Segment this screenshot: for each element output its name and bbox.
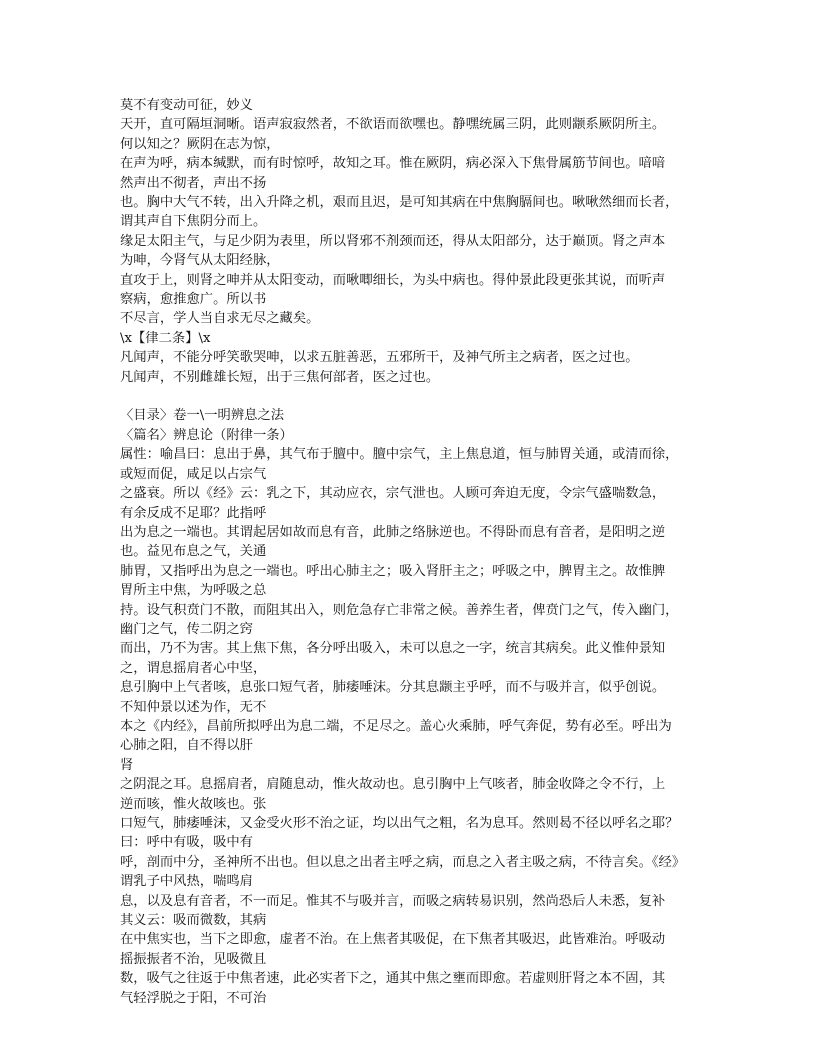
text-line: 息，以及息有音者，不一而足。惟其不与吸并言，而吸之病转易识别，然尚恐后人未悉，复补 bbox=[120, 893, 666, 909]
text-line: 胃所主中焦，为呼吸之总 bbox=[120, 583, 267, 599]
text-line: 心肺之阳，自不得以肝 bbox=[120, 738, 253, 754]
blank-line bbox=[120, 387, 702, 406]
text-line: 息引胸中上气者咳，息张口短气者，肺痿唾沫。分其息颛主乎呼，而不与吸并言，似乎创说。 bbox=[120, 680, 666, 696]
text-line: 莫不有变动可征，妙义 bbox=[120, 98, 253, 113]
text-line: 肾 bbox=[120, 757, 134, 773]
text-line: 肺胃，又指呼出为息之一端也。呼出心肺主之；吸入肾肝主之；呼吸之中，脾胃主之。故惟脾 bbox=[120, 563, 666, 579]
text-line: 而出，乃不为害。其上焦下焦，各分呼出吸入，未可以息之一字，统言其病矣。此义惟仲景知 bbox=[120, 641, 666, 657]
text-line: 本之《内经》，昌前所拟呼出为息二端，不足尽之。盖心火乘肺，呼气奔促，势有必至。呼出为 bbox=[120, 718, 672, 734]
document-page bbox=[120, 96, 702, 1008]
text-line: 缘足太阳主气，与足少阴为表里，所以肾邪不剂颈而还，得从太阳部分，达于巅顶。肾之声本 bbox=[120, 233, 666, 249]
text-line: 或短而促，咸足以占宗气 bbox=[120, 466, 267, 482]
text-line: \x【律二条】\x bbox=[120, 330, 211, 346]
text-line: 何以知之？厥阴在志为惊， bbox=[120, 136, 280, 152]
text-line: 摇振振者不治，见吸微且 bbox=[120, 951, 267, 967]
text-line: 之阴混之耳。息摇肩者，肩随息动，惟火故动也。息引胸中上气咳者，肺金收降之令不行，上 bbox=[120, 777, 666, 793]
text-line: 口短气，肺痿唾沫，又金受火形不治之证，均以出气之粗，名为息耳。然则曷不径以呼名之耶？ bbox=[120, 816, 679, 832]
text-line: 之，谓息摇肩者心中坚， bbox=[120, 660, 267, 676]
text-line: 呼，剖而中分，圣神所不出也。但以息之出者主呼之病，而息之入者主吸之病，不待言矣。《经》 bbox=[120, 854, 686, 870]
text-line: 也。益见布息之气，关通 bbox=[120, 544, 267, 560]
text-line: 在中焦实也，当下之即愈，虚者不治。在上焦者其吸促，在下焦者其吸迟，此皆难治。呼吸动 bbox=[120, 932, 666, 948]
text-line: 〈篇名〉辨息论（附律一条） bbox=[120, 427, 293, 443]
text-line: 〈目录〉卷一\一明辨息之法 bbox=[120, 408, 285, 424]
text-line: 天开，直可隔垣洞晰。语声寂寂然者，不欲语而欲嘿也。静嘿统属三阴，此则颛系厥阴所主。 bbox=[120, 117, 666, 133]
text-line: 幽门之气，传二阴之窍 bbox=[120, 621, 253, 637]
text-line: 凡闻声，不别雌雄长短，出于三焦何部者，医之过也。 bbox=[120, 369, 440, 385]
text-line: 然声出不彻者，声出不扬 bbox=[120, 175, 267, 191]
text-line: 不尽言，学人当自求无尽之藏矣。 bbox=[120, 311, 320, 327]
text-line: 持。设气积贲门不散，而阻其出入，则危急存亡非常之候。善养生者，俾贲门之气，传入幽门， bbox=[120, 602, 679, 618]
text-line: 属性：喻昌曰：息出于鼻，其气布于膻中。膻中宗气，主上焦息道，恒与肺胃关通，或清而徐， bbox=[120, 447, 679, 463]
text-line: 也。胸中大气不转，出入升降之机，艰而且迟，是可知其病在中焦胸膈间也。啾啾然细而长者， bbox=[120, 195, 679, 211]
text-line: 察病，愈推愈广。所以书 bbox=[120, 292, 267, 308]
text-line: 在声为呼，病本缄默，而有时惊呼，故知之耳。惟在厥阴，病必深入下焦骨属筋节间也。喑喑 bbox=[120, 156, 666, 172]
text-line: 气轻浮脱之于阳，不可治 bbox=[120, 990, 267, 1006]
text-line: 不知仲景以述为作，无不 bbox=[120, 699, 267, 715]
text-line: 凡闻声，不能分呼笑歌哭呻，以求五脏善恶，五邪所干，及神气所主之病者，医之过也。 bbox=[120, 350, 639, 366]
text-line: 直攻于上，则肾之呻并从太阳变动，而啾唧细长，为头中病也。得仲景此段更张其说，而听声 bbox=[120, 272, 666, 288]
text-line: 有余反成不足耶？此指呼 bbox=[120, 505, 267, 521]
text-line: 数，吸气之往返于中焦者速，此必实者下之，通其中焦之壅而即愈。若虚则肝肾之本不固，其 bbox=[120, 971, 666, 987]
text-line: 出为息之一端也。其谓起居如故而息有音，此肺之络脉逆也。不得卧而息有音者，是阳明之逆 bbox=[120, 524, 666, 540]
text-line: 谓其声自下焦阴分而上。 bbox=[120, 214, 267, 230]
text-line: 之盛衰。所以《经》云：乳之下，其动应衣，宗气泄也。人顾可奔迫无度，令宗气盛喘数急， bbox=[120, 486, 666, 502]
text-line: 谓乳子中风热，喘鸣肩 bbox=[120, 874, 253, 890]
text-line: 曰：呼中有吸，吸中有 bbox=[120, 835, 253, 851]
text-line: 其义云：吸而微数，其病 bbox=[120, 913, 267, 929]
text-line: 为呻，今肾气从太阳经脉， bbox=[120, 253, 280, 269]
text-line: 逆而咳，惟火故咳也。张 bbox=[120, 796, 267, 812]
